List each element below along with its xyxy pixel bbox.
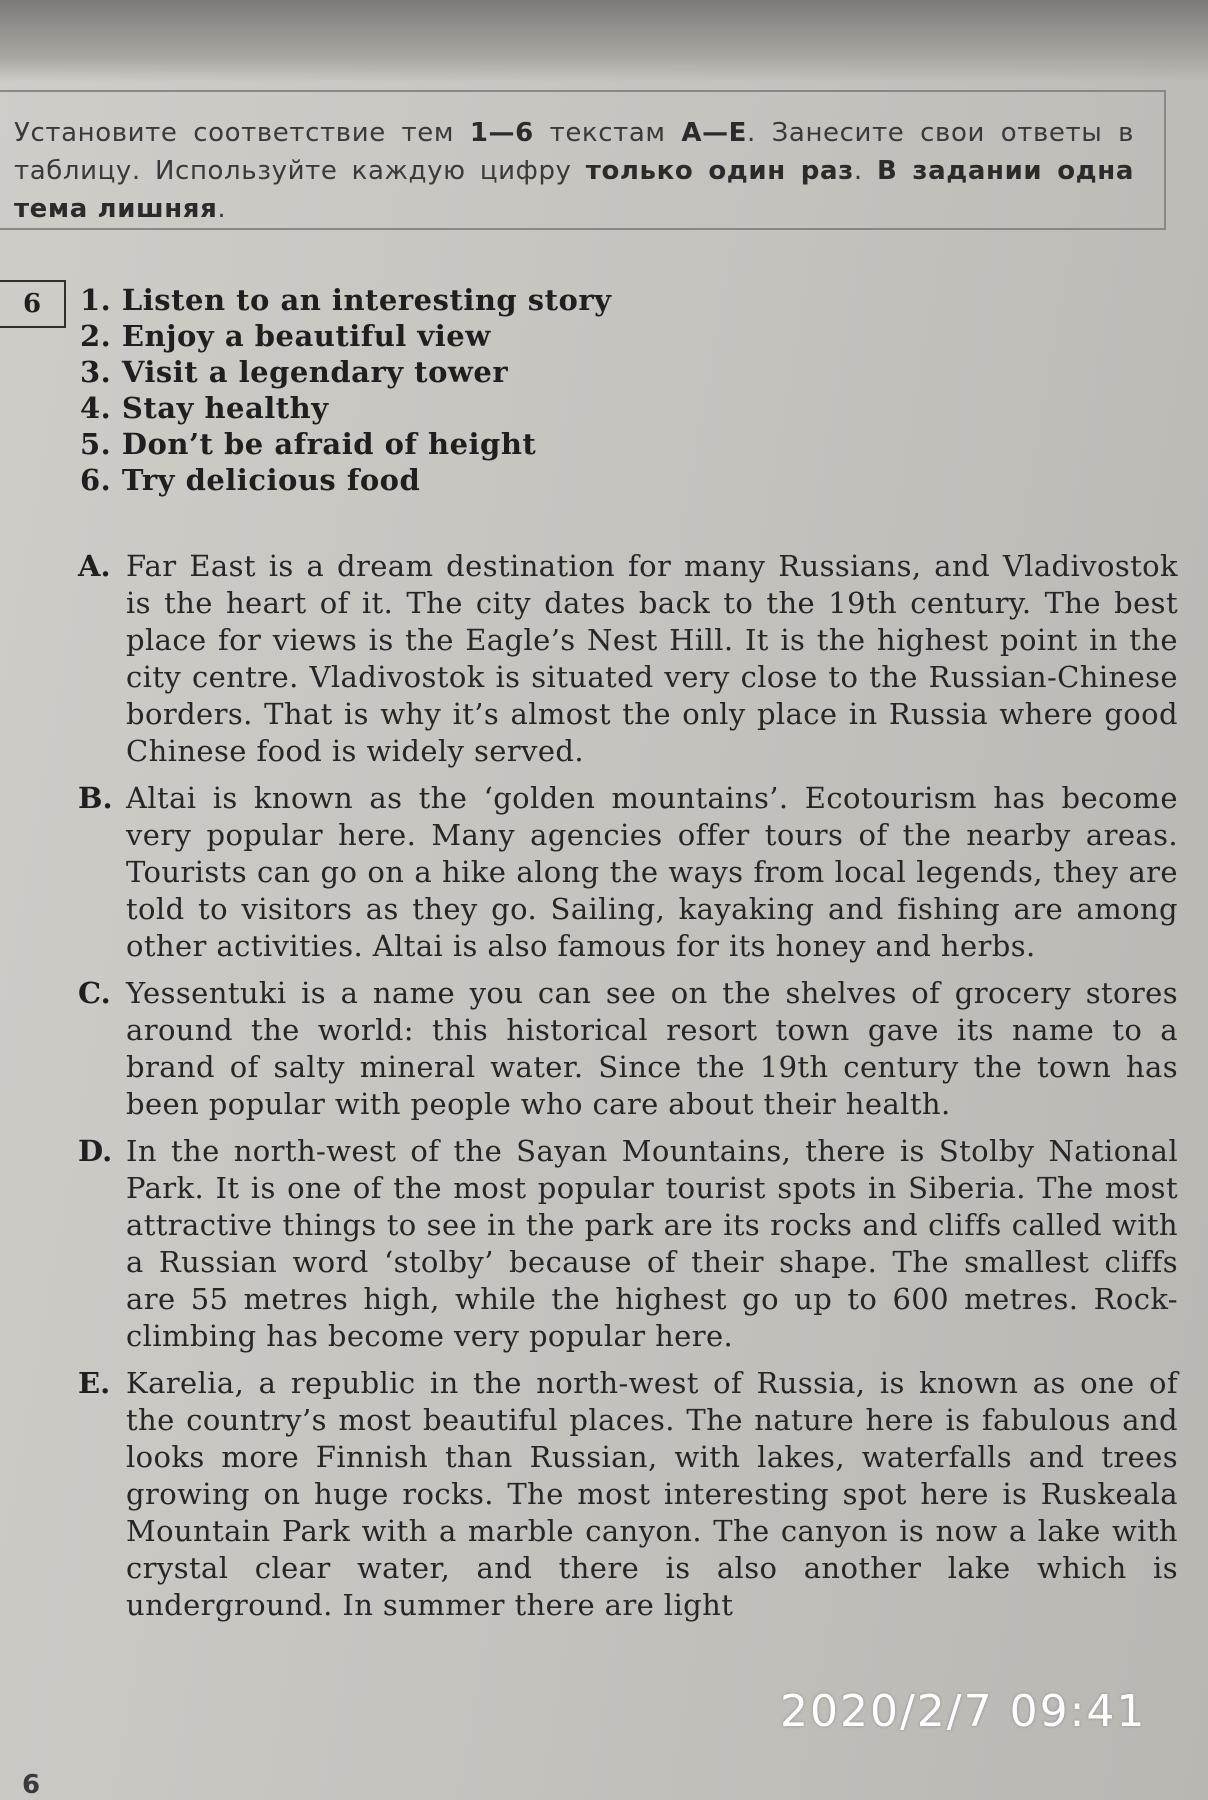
text-letter: A.	[78, 549, 111, 583]
text-body: Far East is a dream destination for many Russians, and Vladivostok is the heart of it. The city dates back to the 19th century. The best place for views is the Eagle’s Nest Hill. It is the highest point in the city centre. Vladivostok is situated very close to the Russian-Chinese borders. That is why it’s almost the only place in Russia where good Chinese food is widely served.	[126, 549, 1178, 768]
text-body: Altai is known as the ‘golden mountains’. Ecotourism has become very popular here. Many agencies offer tours of the nearby areas. Tourists can go on a hike along the ways from local legends, they are told to visitors as they go. Sailing, kayaking and fishing are among other activities. Altai is also famous for its honey and herbs.	[126, 781, 1178, 963]
topic-item: 2. Enjoy a beautiful view	[80, 319, 491, 353]
topic-item: 4. Stay healthy	[80, 391, 329, 425]
topic-item: 3. Visit a legendary tower	[80, 355, 509, 389]
text-e	[58, 1365, 1178, 1624]
instruction-text: .	[853, 156, 877, 186]
instruction-letters: А—Е	[681, 118, 748, 148]
instruction-box	[0, 90, 1166, 230]
topics-list	[80, 282, 612, 498]
instruction-text: . Занесите свои ответы в таблицу. Используйте каждую цифру	[14, 118, 1134, 186]
page-top-shadow	[0, 0, 1208, 82]
instruction-range: 1—6	[469, 118, 534, 148]
text-d	[58, 1133, 1178, 1355]
photo-timestamp: 2020/2/7 09:41	[780, 1686, 1147, 1737]
topic-item: 5. Don’t be afraid of height	[80, 427, 537, 461]
texts-section	[58, 548, 1178, 1634]
instruction-text: текстам	[533, 118, 682, 148]
text-body: In the north-west of the Sayan Mountains, there is Stolby National Park. It is one of the most popular tourist spots in Siberia. The most attractive things to see in the park are its rocks and cliffs called with a Russian word ‘stolby’ because of their shape. The smallest cliffs are 55 metres high, while the highest go up to 600 metres. Rock-climbing has become very popular here.	[126, 1134, 1178, 1353]
text-letter: C.	[78, 976, 111, 1010]
task-number-box: 6	[0, 280, 66, 328]
text-b	[58, 780, 1178, 965]
text-letter: B.	[78, 781, 113, 815]
text-letter: D.	[78, 1134, 113, 1168]
topic-item: 6. Try delicious food	[80, 463, 421, 497]
text-c	[58, 975, 1178, 1123]
text-body: Karelia, a republic in the north-west of Russia, is known as one of the country’s most beautiful places. The nature here is fabulous and looks more Finnish than Russian, with lakes, waterfalls and trees growing on huge rocks. The most interesting spot here is Ruskeala Mountain Park with a marble canyon. The canyon is now a lake with crystal clear water, and there is also another lake which is underground. In summer there are light	[126, 1366, 1178, 1622]
text-body: Yessentuki is a name you can see on the shelves of grocery stores around the world: this historical resort town gave its name to a brand of salty mineral water. Since the 19th century the town has been popular with people who care about their health.	[126, 976, 1178, 1121]
instruction-text: .	[217, 194, 227, 224]
text-letter: E.	[78, 1366, 111, 1400]
page-number: 6	[22, 1770, 41, 1800]
topic-item: 1. Listen to an interesting story	[80, 283, 612, 317]
instruction-once: только один раз	[585, 156, 854, 186]
instruction-text: Установите соответствие тем	[14, 118, 470, 148]
instruction-extra: В задании одна тема лишняя	[14, 156, 1134, 224]
text-a	[58, 548, 1178, 770]
